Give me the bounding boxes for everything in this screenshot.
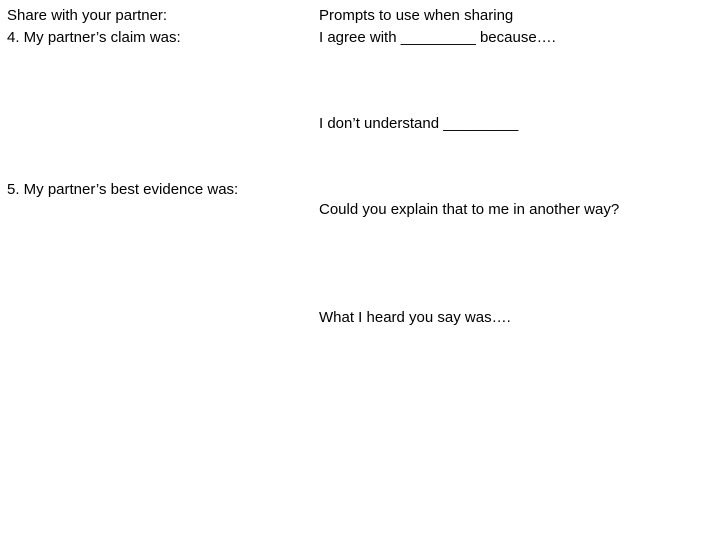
- prompt-item-explain-wrap: [319, 199, 619, 221]
- question-4-claim: 4. My partner’s claim was:: [7, 29, 181, 46]
- prompt-item-heard: What I heard you say was….: [319, 309, 511, 326]
- question-5-evidence: 5. My partner’s best evidence was:: [7, 181, 239, 198]
- partner-share-section: [7, 5, 181, 49]
- prompt-item-explain: Could you explain that to me in another way?: [319, 201, 620, 218]
- prompt-item-understand: I don’t understand _________: [319, 115, 519, 132]
- prompts-section: [319, 5, 556, 49]
- prompt-item-heard-wrap: [319, 307, 511, 329]
- prompt-item-understand-wrap: [319, 113, 518, 135]
- share-intro-text: Share with your partner:: [7, 7, 168, 24]
- prompts-heading: Prompts to use when sharing: [319, 7, 514, 24]
- question-5-section: [7, 179, 238, 201]
- prompt-item-agree: I agree with _________ because….: [319, 29, 556, 46]
